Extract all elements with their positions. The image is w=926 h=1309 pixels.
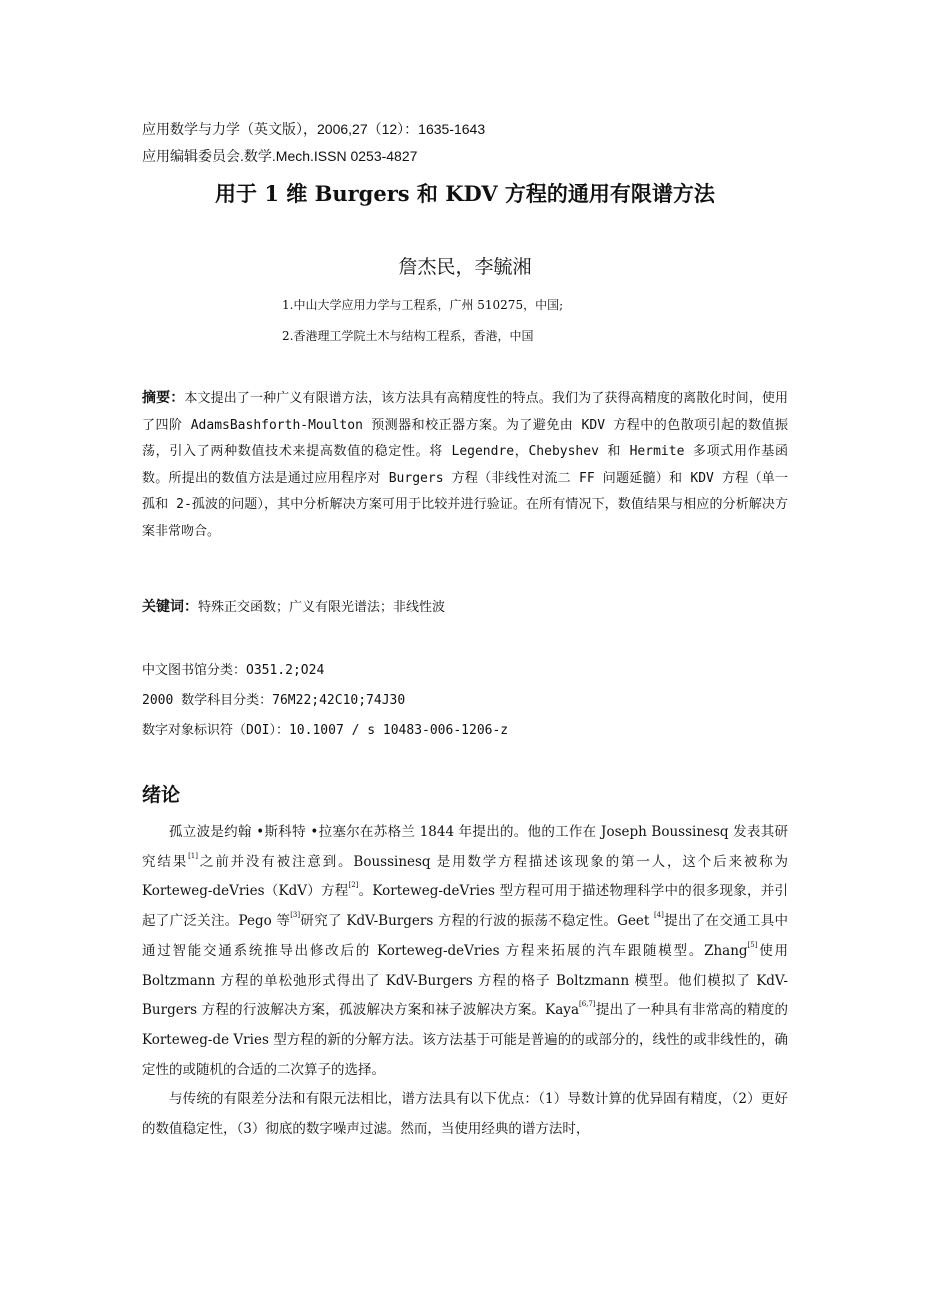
citation-ref[interactable]: [3] xyxy=(290,911,301,920)
abstract-text: 本文提出了一种广义有限谱方法，该方法具有高精度性的特点。我们为了获得高精度的离散化时间，使用了四阶 AdamsBashforth-Moulton 预测器和校正器方案。为了避免由 KDV 方程中的色散项引起的数值振荡，引入了两种数值技术来提高数值的稳定性。将 Legendre，Chebyshev 和 Hermite 多项式用作基函数。所提出的数值方法是通过应用程序对 Burgers 方程（非线性对流二 FF 问题延髓）和 KDV 方程（单一孤和 2-孤波的问题），其中分析解决方案可用于比较并进行验证。在所有情况下，数值结果与相应的分析解决方案非常吻合。 xyxy=(142,391,788,539)
keywords-label: 关键词： xyxy=(142,598,198,614)
text-run: 之前并没有被注意到。Boussinesq 是用数学方程描述该现象的第一人，这个后来被称为 Korteweg-deVries（KdV）方程 xyxy=(142,853,789,900)
paper-authors: 詹杰民，李毓湘 xyxy=(398,257,532,278)
clc-classification: 中文图书馆分类：O351.2;O24 xyxy=(142,663,325,678)
affiliation-2: 2.香港理工学院土木与结构工程系，香港，中国 xyxy=(282,329,534,343)
abstract xyxy=(142,384,788,545)
keywords xyxy=(142,596,788,616)
journal-citation: 应用数学与力学（英文版），2006,27（12）：1635-1643 xyxy=(142,121,486,137)
paragraph-2: 与传统的有限差分法和有限元法相比，谱方法具有以下优点：（1）导数计算的优异固有精度，（2）更好的数值稳定性，（3）彻底的数字噪声过滤。然而，当使用经典的谱方法时， xyxy=(142,1091,788,1138)
msc-classification: 2000 数学科目分类：76M22;42C10;74J30 xyxy=(142,693,406,708)
journal-issn: 应用编辑委员会.数学.Mech.ISSN 0253-4827 xyxy=(142,148,418,164)
text-run: 提出了在交通工具中通过智能交通系统推导出修改后的 Korteweg-deVries 方程来拓展的汽车跟随模型。Zhang xyxy=(142,913,789,959)
text-run: 。Korteweg-deVries 型方程可用于描述物理科学中的很多现象，并引起了广泛关注。Pego 等 xyxy=(142,883,789,930)
paper-title: 用于 1 维 Burgers 和 KDV 方程的通用有限谱方法 xyxy=(215,181,715,206)
citation-ref[interactable]: [5] xyxy=(747,940,758,949)
text-run: 孤立波是约翰 •斯科特 •拉塞尔在苏格兰 1844 年提出的。他的工作在 Joseph Boussinesq 发表其研究结果 xyxy=(142,824,788,870)
keywords-text: 特殊正交函数；广义有限光谱法；非线性波 xyxy=(198,600,446,615)
citation-ref[interactable]: [1] xyxy=(188,851,198,860)
doi: 数字对象标识符（DOI）：10.1007 / s 10483-006-1206-z xyxy=(142,723,509,738)
citation-ref[interactable]: [4] xyxy=(653,911,664,920)
text-run: 使用 Boltzmann 方程的单松弛形式得出了 KdV-Burgers 方程的格子 Boltzmann 模型。他们模拟了 KdV-Burgers 方程的行波解决方案，孤波解决方案和袜子波解决方案。Kaya xyxy=(142,942,788,1019)
citation-ref[interactable]: [6,7] xyxy=(579,1000,596,1009)
abstract-label: 摘要： xyxy=(142,389,185,405)
introduction-body xyxy=(142,818,788,1145)
text-run: 研究了 KdV-Burgers 方程的行波的振荡不稳定性。Geet xyxy=(300,913,654,930)
affiliation-1: 1.中山大学应用力学与工程系，广州 510275，中国; xyxy=(282,298,564,312)
section-title: 绪论 xyxy=(142,785,181,806)
citation-ref[interactable]: [2] xyxy=(348,881,359,890)
text-run: 提出了一种具有非常高的精度的 Korteweg-de Vries 型方程的新的分解方法。该方法基于可能是普遍的的或部分的，线性的或非线性的，确定性的或随机的合适的二次算子的选择。 xyxy=(142,1002,789,1078)
paragraph-1 xyxy=(142,818,788,1085)
